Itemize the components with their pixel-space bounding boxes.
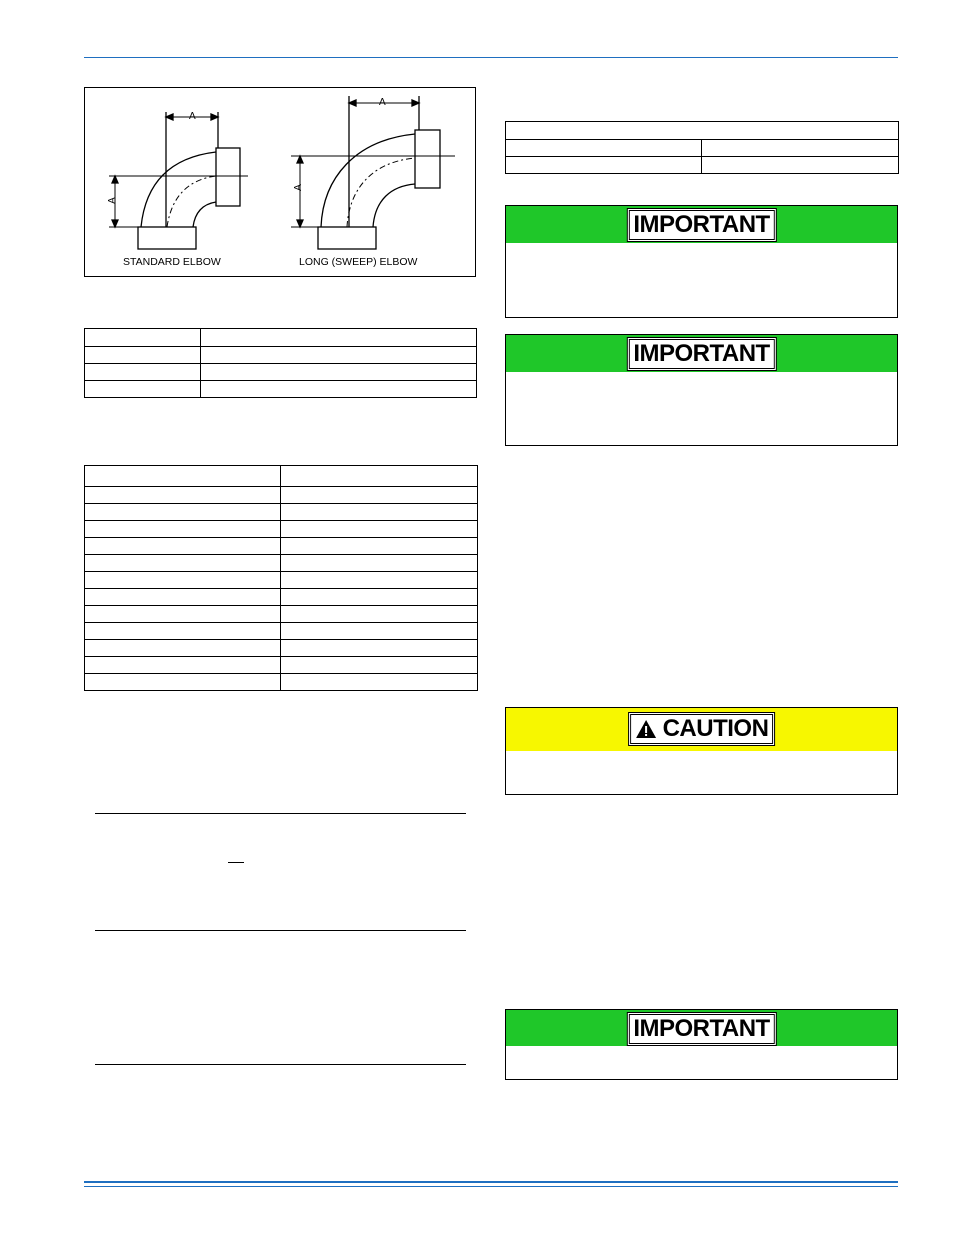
caution-tag — [630, 714, 774, 744]
important-notice — [505, 205, 898, 318]
important-tag: IMPORTANT — [628, 339, 774, 369]
formula-rule — [95, 930, 466, 931]
important-notice — [505, 334, 898, 446]
table-row — [85, 364, 477, 381]
elbow-diagram — [85, 88, 477, 278]
dim-label-a: A — [379, 97, 386, 108]
table-row — [506, 122, 899, 140]
table-right-small — [505, 121, 899, 174]
table-row — [85, 640, 478, 657]
dim-label-a: A — [106, 197, 118, 204]
table-row — [506, 157, 899, 174]
table-row — [85, 572, 478, 589]
caution-label: CAUTION — [662, 715, 769, 742]
table-row — [85, 466, 478, 487]
table-row — [85, 674, 478, 691]
table-row — [85, 329, 477, 347]
footer-rule — [84, 1181, 898, 1183]
table-row — [85, 623, 478, 640]
table-row — [506, 140, 899, 157]
formula-rule — [95, 813, 466, 814]
table-row — [85, 504, 478, 521]
long-sweep-elbow-label: LONG (SWEEP) ELBOW — [299, 256, 418, 268]
important-tag: IMPORTANT — [628, 210, 774, 240]
footer-rule-thin — [84, 1186, 898, 1187]
table-row — [85, 555, 478, 572]
dim-label-a: A — [292, 184, 304, 191]
fraction-bar — [228, 862, 244, 863]
elbow-figure — [84, 87, 476, 277]
formula-rule — [95, 1064, 466, 1065]
table-row — [85, 589, 478, 606]
table-row — [85, 487, 478, 504]
warning-triangle-icon — [635, 719, 657, 739]
table-row — [85, 657, 478, 674]
header-rule — [84, 57, 898, 58]
standard-elbow-label: STANDARD ELBOW — [123, 256, 221, 268]
table-row — [85, 521, 478, 538]
table-row — [85, 381, 477, 398]
table-row — [85, 347, 477, 364]
important-tag: IMPORTANT — [628, 1014, 774, 1044]
table-row — [85, 538, 478, 555]
table-left-large — [84, 465, 478, 691]
table-row — [85, 606, 478, 623]
dim-label-a: A — [189, 111, 196, 122]
table-left-small — [84, 328, 477, 398]
important-notice — [505, 1009, 898, 1080]
caution-notice — [505, 707, 898, 795]
